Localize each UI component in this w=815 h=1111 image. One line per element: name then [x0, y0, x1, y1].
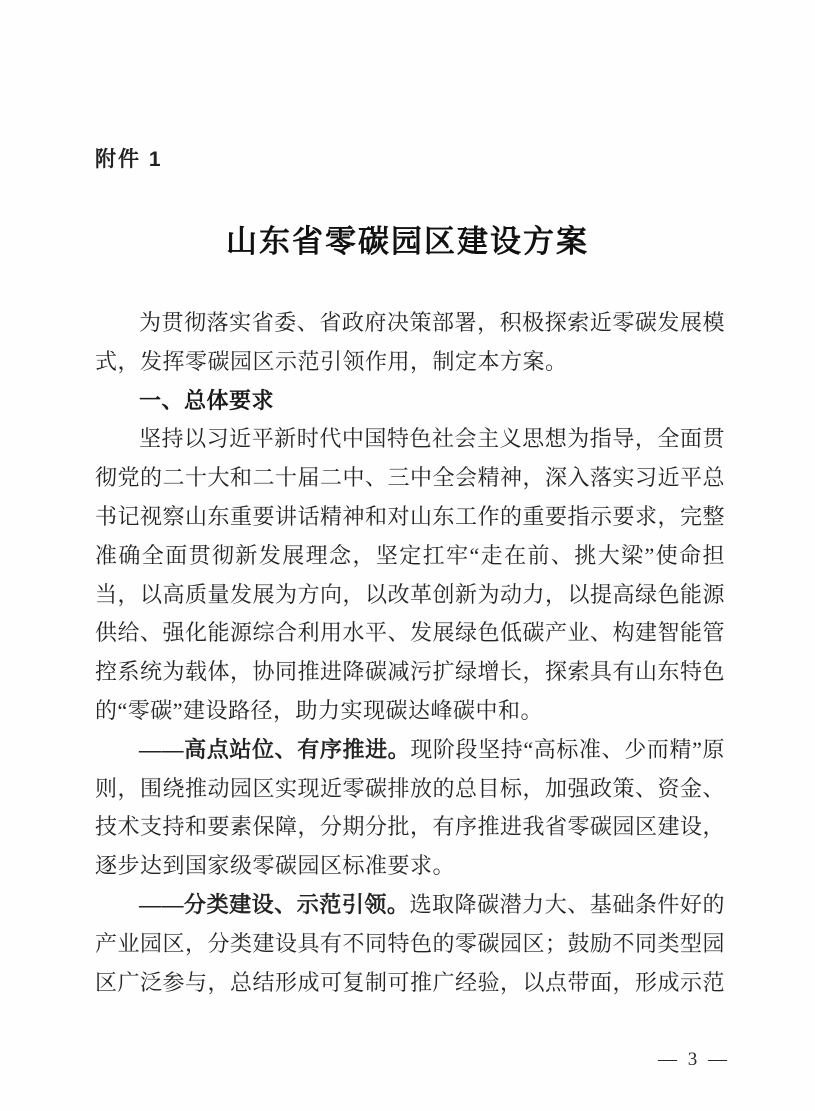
intro-paragraph: 为贯彻落实省委、省政府决策部署，积极探索近零碳发展模式，发挥零碳园区示范引领作用，制定本方案。 — [95, 310, 725, 374]
document-title: 山东省零碳园区建设方案 — [226, 224, 589, 259]
principle-1-text: 现阶段坚持“高标准、少而精”原则，围绕推动园区实现近零碳排放的总目标，加强政策、资金、技术支持和要素保障，分期分批，有序推进我省零碳园区建设，逐步达到国家级零碳园区标准要求。 — [95, 736, 726, 879]
principle-1-lead: ——高点站位、有序推进。 — [139, 736, 411, 762]
page-number: — 3 — — [658, 1049, 730, 1070]
principle-2-lead: ——分类建设、示范引领。 — [139, 891, 410, 917]
principle-paragraph-2 — [95, 886, 725, 1002]
section-heading-1: 一、总体要求 — [139, 387, 275, 413]
attachment-label: 附件 1 — [95, 148, 163, 171]
document-body — [95, 304, 725, 1002]
principle-2-text: 选取降碳潜力大、基础条件好的产业园区，分类建设具有不同特色的零碳园区；鼓励不同类型园区广泛参与，总结形成可复制可推广经验，以点带面，形成示范 — [95, 891, 726, 995]
section-1-body-paragraph: 坚持以习近平新时代中国特色社会主义思想为指导，全面贯彻党的二十大和二十届二中、三中全会精神，深入落实习近平总书记视察山东重要讲话精神和对山东工作的重要指示要求，完整准确全面贯彻新发展理念，坚定扛牢“走在前、挑大梁”使命担当，以高质量发展为方向，以改革创新为动力，以提高绿色能源供给、强化能源综合利用水平、发展绿色低碳产业、构建智能管控系统为载体，协同推进降碳减污扩绿增长，探索具有山东特色的“零碳”建设路径，助力实现碳达峰碳中和。 — [95, 426, 726, 723]
principle-paragraph-1 — [95, 731, 725, 886]
